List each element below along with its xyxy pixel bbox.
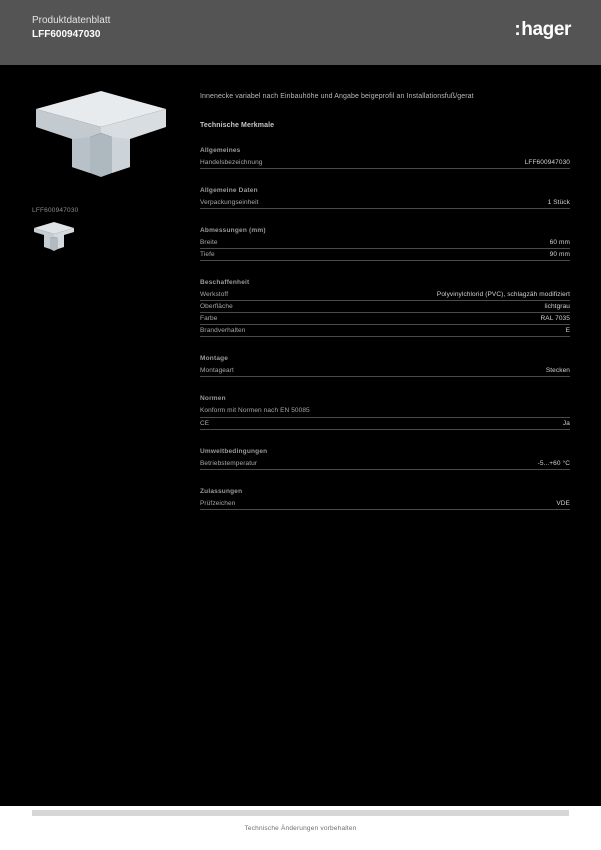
document-kind-label: Produktdatenblatt [32,15,111,26]
product-thumbnail-icon [32,220,76,254]
specification-key: Montageart [200,367,234,374]
specification-value: Polyvinylchlorid (PVC), schlagzäh modifiziert [436,291,570,298]
specification-row [200,418,570,430]
specification-section [200,187,570,209]
product-caption: LFF600947030 [32,207,79,214]
hager-logo [514,19,571,41]
logo-wordmark: hager [521,19,571,40]
specification-row [200,325,570,337]
specification-row [200,249,570,261]
footer-divider [32,810,569,816]
technical-features-heading: Technische Merkmale [200,122,275,129]
product-intro-text: Innenecke variabel nach Einbauhöhe und Angabe beigeprofil an Installationsfuß/gerat [200,93,474,100]
specification-section [200,227,570,261]
specification-row [200,365,570,377]
specification-row [200,498,570,510]
specification-value: Ja [562,420,570,427]
specification-key: Oberfläche [200,303,233,310]
section-title: Montage [200,355,229,362]
logo-colon-icon: : [514,19,521,40]
specification-value: 90 mm [549,251,570,258]
specification-value: E [565,327,570,334]
specification-row [200,313,570,325]
specification-value: Stecken [545,367,570,374]
specification-key: CE [200,420,210,427]
specification-key: Breite [200,239,218,246]
specification-value: LFF600947030 [524,159,570,166]
specification-row [200,157,570,169]
section-title: Umweltbedingungen [200,448,268,455]
specification-section [200,147,570,169]
specification-value: RAL 7035 [540,315,570,322]
specification-row [200,405,570,418]
product-thumbnail [32,220,76,254]
specification-key: Betriebstemperatur [200,460,258,467]
section-title: Allgemeine Daten [200,187,258,194]
product-media-column [32,87,172,254]
footer-disclaimer: Technische Änderungen vorbehalten [244,825,357,832]
document-footer [0,806,601,850]
specification-value: -5...+60 °C [537,460,570,467]
specification-key: Konform mit Normen nach EN 50085 [200,407,310,414]
section-title: Zulassungen [200,488,243,495]
specification-column [200,91,570,510]
specification-value: VDE [556,500,570,507]
specification-section [200,279,570,337]
specification-key: Prüfzeichen [200,500,236,507]
specification-row [200,289,570,301]
specification-key: Brandverhalten [200,327,246,334]
specification-section [200,395,570,430]
specification-row [200,237,570,249]
product-illustration-icon [32,87,170,191]
specification-row [200,458,570,470]
document-body [0,65,601,806]
specification-sections [200,147,570,510]
specification-row [200,197,570,209]
specification-section [200,355,570,377]
section-title: Normen [200,395,226,402]
section-title: Beschaffenheit [200,279,250,286]
document-header [0,0,601,65]
specification-key: Verpackungseinheit [200,199,259,206]
specification-section [200,448,570,470]
specification-section [200,488,570,510]
section-title: Abmessungen (mm) [200,227,266,234]
section-title: Allgemeines [200,147,241,154]
specification-key: Tiefe [200,251,215,258]
specification-row [200,301,570,313]
document-reference-label: LFF600947030 [32,29,101,40]
specification-value: 1 Stück [547,199,570,206]
specification-value: lichtgrau [544,303,570,310]
specification-key: Werkstoff [200,291,229,298]
specification-key: Handelsbezeichnung [200,159,263,166]
product-image [32,87,170,191]
specification-key: Farbe [200,315,218,322]
header-title-block [32,14,110,41]
specification-value: 60 mm [549,239,570,246]
